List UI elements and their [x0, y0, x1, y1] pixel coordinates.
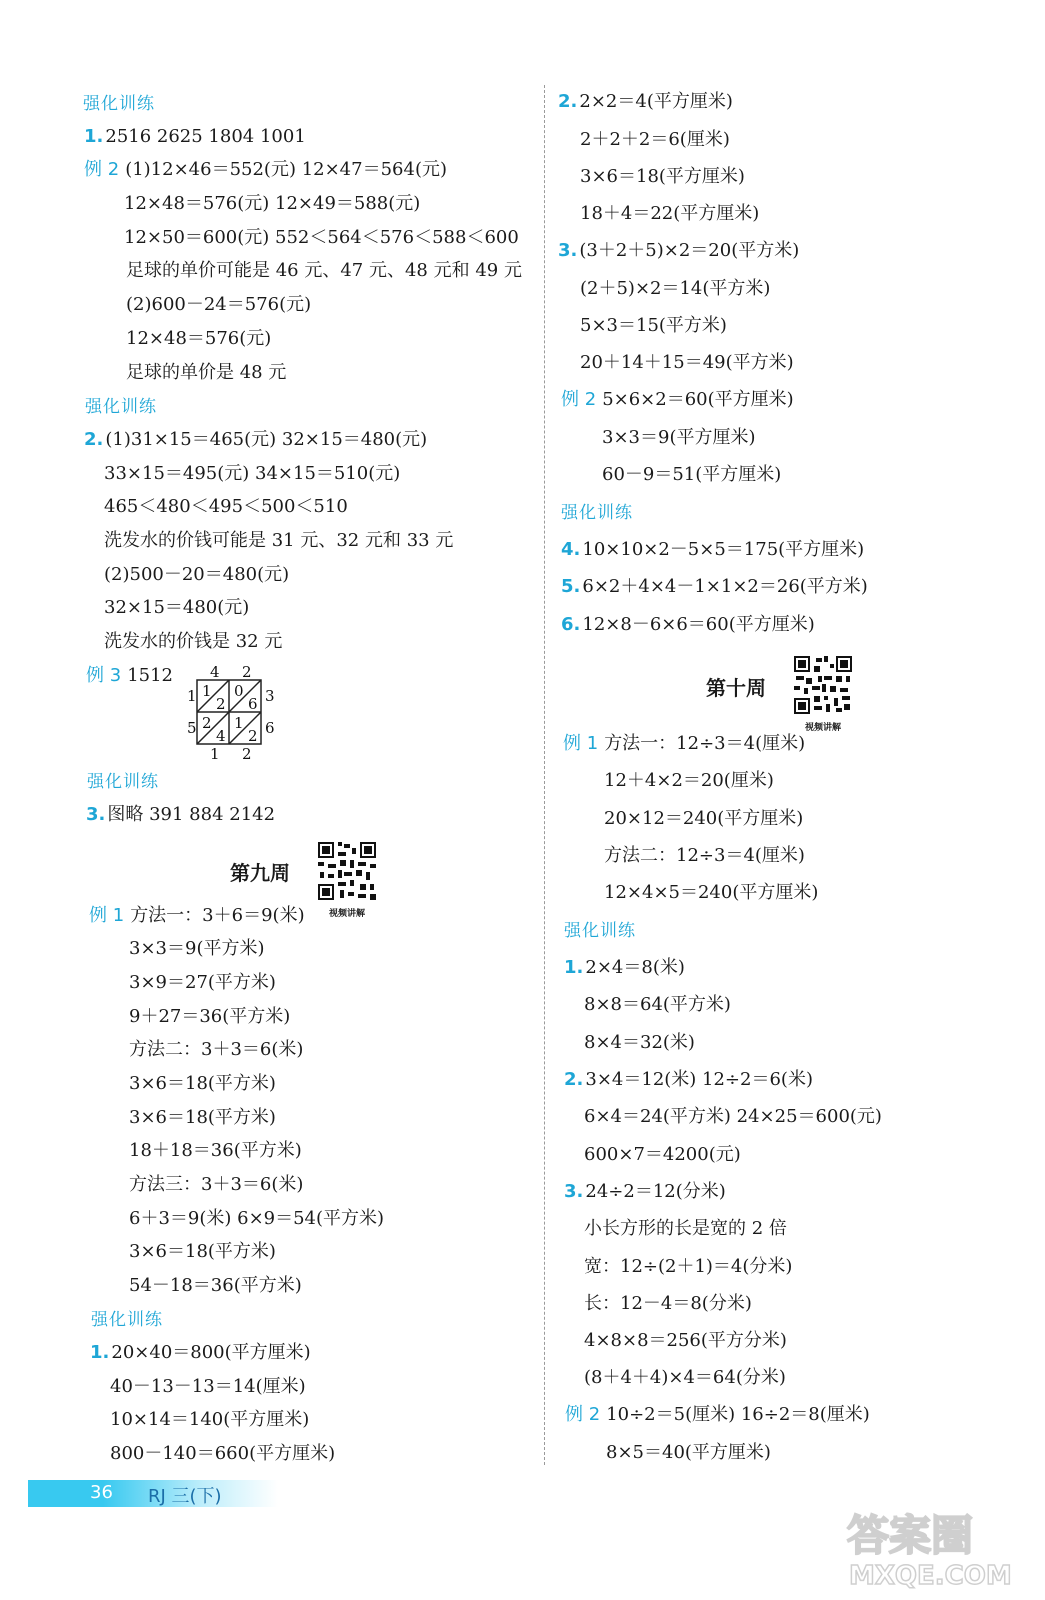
question-number: 3. [558, 240, 578, 261]
grid-cell-digit: 0 [234, 682, 244, 700]
question-number: 5. [561, 576, 581, 597]
qr-caption: 视频讲解 [328, 909, 365, 919]
answer-text: 10×10×2－5×5＝175(平方厘米) [582, 539, 865, 560]
answer-line: 33×15＝495(元) 34×15＝510(元) [104, 463, 401, 484]
question-number: 1. [90, 1342, 110, 1363]
section-title-practice-4: 强化训练 [91, 1310, 163, 1330]
question-number: 1. [84, 126, 104, 147]
grid-cell-digit: 4 [216, 727, 226, 745]
page-number: 36 [90, 1482, 113, 1503]
example-label: 例 3 [86, 665, 122, 686]
question-number: 2. [564, 1069, 584, 1090]
example-label: 例 2 [84, 159, 120, 180]
grid-top-digit: 4 [210, 663, 220, 681]
qr-code-icon[interactable] [316, 840, 378, 902]
grid-left-digit: 1 [187, 687, 197, 705]
answer-line: 方法三：3＋3＝6(米) [129, 1174, 304, 1195]
answer-line: 8×8＝64(平方米) [584, 994, 731, 1015]
grid-cell-digit: 1 [202, 682, 212, 700]
answer-line: 32×15＝480(元) [104, 597, 250, 618]
qr-caption: 视频讲解 [804, 723, 841, 733]
book-tag: RJ 三(下) [148, 1486, 222, 1507]
answer-line: 12×4×5＝240(平方厘米) [604, 882, 819, 903]
answer-rq2 [564, 1068, 813, 1092]
section-title-practice-3: 强化训练 [87, 772, 159, 792]
answer-4 [90, 1341, 311, 1365]
answer-line: 800－140＝660(平方厘米) [110, 1443, 336, 1464]
question-number: 2. [84, 429, 104, 450]
answer-line: 3×6＝18(平方米) [129, 1107, 276, 1128]
answer-line: 3×6＝18(平方厘米) [580, 166, 745, 187]
example-r3 [565, 1403, 870, 1427]
example-label: 例 1 [89, 905, 125, 926]
answer-line: 6＋3＝9(米) 6×9＝54(平方米) [129, 1208, 385, 1229]
answer-line: 宽：12÷(2＋1)＝4(分米) [584, 1256, 793, 1277]
question-number: 6. [561, 614, 581, 635]
answer-text: (3＋2＋5)×2＝20(平方米) [579, 240, 800, 261]
answer-text: 2516 2625 1804 1001 [105, 126, 306, 147]
week-10-title: 第十周 [706, 676, 766, 700]
question-number: 3. [86, 804, 106, 825]
answer-line: 20×12＝240(平方厘米) [604, 808, 804, 829]
answer-r3 [558, 239, 799, 263]
column-divider [544, 85, 545, 1465]
answer-text: 3×4＝12(米) 12÷2＝6(米) [585, 1069, 813, 1090]
watermark-logo [837, 1502, 1027, 1592]
answer-line: 8×5＝40(平方厘米) [606, 1442, 771, 1463]
answer-text: 方法一：3＋6＝9(米) [130, 905, 305, 926]
grid-right-digit: 6 [265, 719, 275, 737]
answer-text: 12×8－6×6＝60(平方厘米) [582, 614, 815, 635]
answer-line: 方法二：3＋3＝6(米) [129, 1039, 304, 1060]
example-label: 例 2 [561, 389, 597, 410]
answer-line: 9＋27＝36(平方米) [129, 1006, 291, 1027]
answer-1 [84, 125, 306, 149]
answer-text: (1)12×46＝552(元) 12×47＝564(元) [125, 159, 447, 180]
section-title-practice-r2: 强化训练 [564, 921, 636, 941]
answer-line: 18＋4＝22(平方厘米) [580, 203, 760, 224]
answer-text: 24÷2＝12(分米) [585, 1181, 726, 1202]
answer-text: 5×6×2＝60(平方厘米) [602, 389, 794, 410]
answer-text: 方法一：12÷3＝4(厘米) [604, 733, 806, 754]
answer-r6 [561, 613, 815, 637]
answer-line: 54－18＝36(平方米) [129, 1275, 302, 1296]
answer-line: (2＋5)×2＝14(平方米) [580, 278, 771, 299]
section-title-practice-r1: 强化训练 [561, 503, 633, 523]
answer-line: 足球的单价可能是 46 元、47 元、48 元和 49 元 [126, 260, 522, 281]
answer-line: 60－9＝51(平方厘米) [602, 464, 782, 485]
example-2 [84, 158, 447, 182]
answer-text: 2×4＝8(米) [585, 957, 685, 978]
week-9-title: 第九周 [230, 861, 290, 885]
answer-line: 8×4＝32(米) [584, 1032, 695, 1053]
answer-line: 3×3＝9(平方厘米) [602, 427, 756, 448]
example-r1 [563, 732, 805, 756]
grid-cell-digit: 2 [216, 695, 226, 713]
answer-line: 600×7＝4200(元) [584, 1144, 741, 1165]
answer-text: 1512 [127, 665, 173, 686]
answer-line: 3×9＝27(平方米) [129, 972, 276, 993]
grid-cell-digit: 6 [248, 695, 258, 713]
watermark-url: MXQE.COM [849, 1561, 1012, 1591]
answer-line: 方法二：12÷3＝4(厘米) [604, 845, 805, 866]
answer-line: 5×3＝15(平方米) [580, 315, 727, 336]
answer-line: 2＋2＋2＝6(厘米) [580, 129, 730, 150]
answer-line: (2)600－24＝576(元) [126, 294, 312, 315]
answer-line: 小长方形的长是宽的 2 倍 [584, 1218, 787, 1239]
answer-line: 12＋4×2＝20(厘米) [604, 770, 774, 791]
answer-line: 长：12－4＝8(分米) [584, 1293, 752, 1314]
answer-rq1 [564, 956, 685, 980]
answer-text: 10÷2＝5(厘米) 16÷2＝8(厘米) [606, 1404, 870, 1425]
grid-cell-digit: 2 [202, 714, 212, 732]
answer-text: 图略 391 884 2142 [107, 804, 276, 825]
question-number: 1. [564, 957, 584, 978]
answer-line: 12×48＝576(元) 12×49＝588(元) [124, 193, 421, 214]
answer-r2 [558, 90, 733, 114]
grid-bottom-digit: 1 [210, 745, 220, 762]
example-r2 [561, 388, 794, 412]
answer-r5 [561, 575, 868, 599]
answer-r4 [561, 538, 864, 562]
section-title-practice-2: 强化训练 [85, 397, 157, 417]
answer-text: 6×2＋4×4－1×1×2＝26(平方米) [582, 576, 868, 597]
section-title-practice-1: 强化训练 [83, 94, 155, 114]
example-label: 例 1 [563, 733, 599, 754]
answer-line: 3×6＝18(平方米) [129, 1073, 276, 1094]
answer-rq3 [564, 1180, 726, 1204]
grid-cell-digit: 1 [234, 714, 244, 732]
question-number: 3. [564, 1181, 584, 1202]
qr-code-icon[interactable] [792, 654, 854, 716]
question-number: 2. [558, 91, 578, 112]
answer-text: 2×2＝4(平方厘米) [579, 91, 733, 112]
answer-line: 465＜480＜495＜500＜510 [104, 496, 348, 517]
answer-text: (1)31×15＝465(元) 32×15＝480(元) [105, 429, 428, 450]
answer-line: 40－13－13＝14(厘米) [110, 1376, 306, 1397]
answer-line: 20＋14＋15＝49(平方米) [580, 352, 794, 373]
answer-3 [86, 803, 275, 827]
answer-line: 18＋18＝36(平方米) [129, 1140, 302, 1161]
answer-line: 12×50＝600(元) 552＜564＜576＜588＜600 [124, 227, 519, 248]
answer-line: 3×3＝9(平方米) [129, 938, 265, 959]
question-number: 4. [561, 539, 581, 560]
answer-line: 3×6＝18(平方米) [129, 1241, 276, 1262]
answer-line: 10×14＝140(平方厘米) [110, 1409, 310, 1430]
example-1 [89, 904, 305, 928]
lattice-grid [180, 662, 280, 762]
watermark-text: 答案圈 [847, 1511, 974, 1560]
answer-line: 洗发水的价钱是 32 元 [104, 631, 283, 652]
example-3 [86, 664, 173, 688]
answer-text: 20×40＝800(平方厘米) [111, 1342, 311, 1363]
grid-left-digit: 5 [187, 719, 197, 737]
answer-line: (2)500－20＝480(元) [104, 564, 290, 585]
grid-right-digit: 3 [265, 687, 275, 705]
grid-top-digit: 2 [242, 663, 252, 681]
grid-cell-digit: 2 [248, 727, 258, 745]
grid-bottom-digit: 2 [242, 745, 252, 762]
answer-line: 6×4＝24(平方米) 24×25＝600(元) [584, 1106, 882, 1127]
answer-line: 4×8×8＝256(平方分米) [584, 1330, 787, 1351]
answer-line: 足球的单价是 48 元 [126, 362, 287, 383]
answer-2 [84, 428, 427, 452]
answer-line: 12×48＝576(元) [126, 328, 272, 349]
answer-line: (8＋4＋4)×4＝64(分米) [584, 1367, 786, 1388]
answer-line: 洗发水的价钱可能是 31 元、32 元和 33 元 [104, 530, 454, 551]
example-label: 例 2 [565, 1404, 601, 1425]
